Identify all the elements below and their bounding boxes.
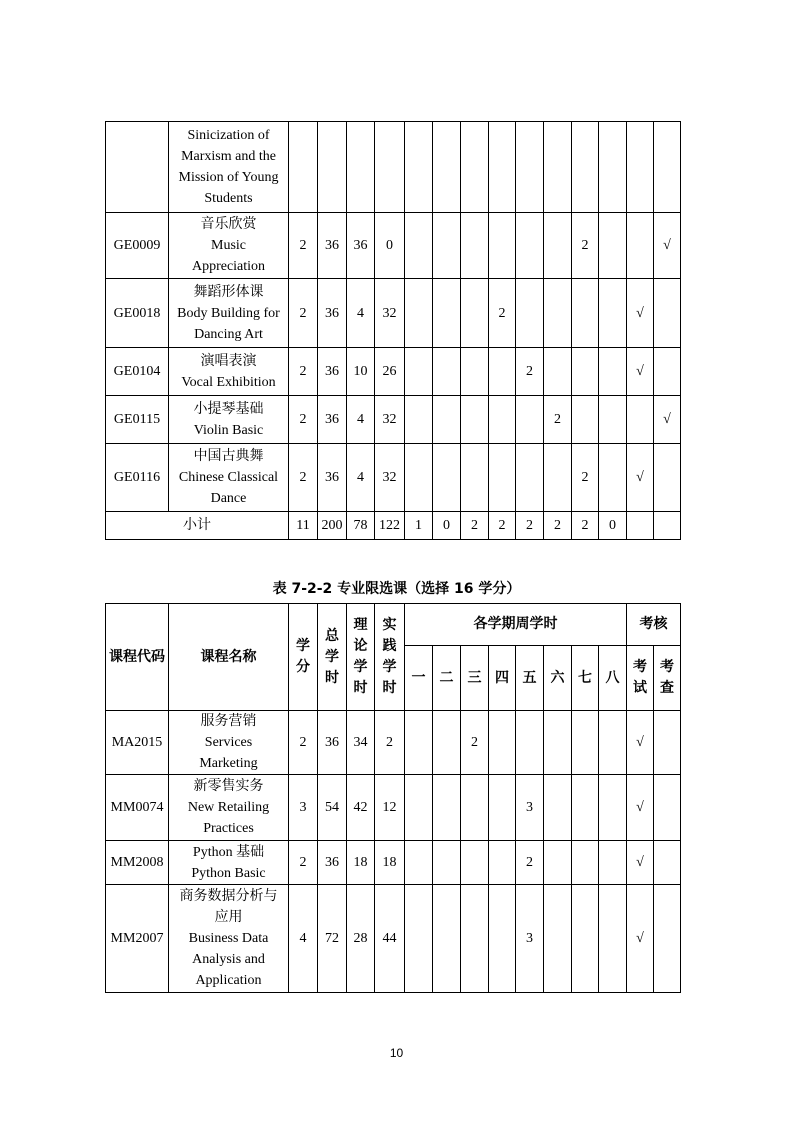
semester-1-cell [405,279,433,348]
header-char: 实 [382,617,397,633]
check-cell [654,775,681,841]
exam-cell: √ [627,444,654,512]
semester-7-cell: 2 [572,444,599,512]
check-cell [654,711,681,775]
semester-8-cell [599,213,627,279]
course-code-cell: GE0009 [106,213,169,279]
semester-7-cell [572,279,599,348]
semester-5-cell [516,444,544,512]
header-char: 试 [633,680,647,696]
course-name-line: Application [195,973,262,988]
course-name-line: New Retailing [187,800,270,815]
course-code-cell: MM2008 [106,841,169,885]
header-char: 时 [353,680,368,696]
credit-cell: 4 [289,885,318,993]
course-name-cell [169,396,289,444]
semester-5-cell [516,279,544,348]
subtotal-semester-5: 2 [516,512,544,540]
semester-5-cell: 2 [516,841,544,885]
empty-cell [433,122,461,213]
check-cell [654,885,681,993]
header-char: 学 [296,638,310,654]
total-hours-cell: 36 [318,444,347,512]
subtotal-label: 小计 [106,512,289,540]
header-char: 学 [353,659,368,675]
course-code-cell: MA2015 [106,711,169,775]
semester-5-cell: 3 [516,775,544,841]
semester-2-cell [433,885,461,993]
subtotal-semester-7: 2 [572,512,599,540]
practice-hours-cell: 32 [375,396,405,444]
table-row [106,841,681,885]
exam-cell: √ [627,279,654,348]
course-code-cell: GE0104 [106,348,169,396]
semester-6-cell [544,444,572,512]
semester-1-cell [405,444,433,512]
credit-cell: 2 [289,279,318,348]
course-name-line: 应用 [214,910,243,925]
subtotal-semester-6: 2 [544,512,572,540]
course-name-line: Body Building for [177,305,280,321]
semester-6-cell: 2 [544,396,572,444]
course-code-cell: MM0074 [106,775,169,841]
header-semester-group: 各学期周学时 [405,604,627,646]
course-name-cell [169,213,289,279]
semester-8-cell [599,885,627,993]
exam-cell: √ [627,885,654,993]
credit-cell: 3 [289,775,318,841]
subtotal-practice-hours: 122 [375,512,405,540]
credit-cell: 2 [289,711,318,775]
check-cell [654,444,681,512]
semester-3-cell [461,841,489,885]
semester-7-cell: 2 [572,213,599,279]
course-name-cell [169,444,289,512]
header-char: 时 [325,669,339,686]
course-name-line: Dancing Art [194,326,263,342]
semester-3-cell: 2 [461,711,489,775]
empty-cell [654,122,681,213]
practice-hours-cell: 0 [375,213,405,279]
theory-hours-cell: 42 [347,775,375,841]
semester-2-cell [433,396,461,444]
header-check [654,646,681,711]
semester-3-cell [461,885,489,993]
practice-hours-cell: 32 [375,279,405,348]
semester-4-cell [489,885,516,993]
semester-7-cell [572,885,599,993]
course-name-line: Music [211,238,246,253]
course-name-line: Analysis and [192,952,265,967]
course-name-line: Services [204,735,253,750]
empty-cell [461,122,489,213]
course-name-cell [169,885,289,993]
header-exam [627,646,654,711]
empty-cell [405,122,433,213]
header-total-hours [318,604,347,711]
semester-3-cell [461,279,489,348]
course-name-line: 小提琴基础 [193,401,264,417]
theory-hours-cell: 4 [347,279,375,348]
course-code-cell: GE0018 [106,279,169,348]
semester-7-cell [572,775,599,841]
course-name-cell [169,711,289,775]
semester-5-cell [516,396,544,444]
empty-cell [347,122,375,213]
exam-cell: √ [627,841,654,885]
table-row [106,396,681,444]
total-hours-cell: 72 [318,885,347,993]
header-course-name: 课程名称 [169,604,289,711]
semester-4-cell [489,841,516,885]
course-name-line: 新零售实务 [193,779,264,794]
header-char: 论 [353,638,368,654]
table-row [106,444,681,512]
credit-cell: 2 [289,841,318,885]
header-semester-2: 二 [433,646,461,711]
course-name-line: Appreciation [191,259,266,274]
course-name-line: Python Basic [191,865,266,881]
semester-8-cell [599,279,627,348]
semester-3-cell [461,396,489,444]
course-name-line: Students [204,191,253,206]
semester-6-cell [544,885,572,993]
practice-hours-cell: 32 [375,444,405,512]
course-name-line: Violin Basic [193,422,264,438]
empty-cell [627,122,654,213]
header-semester-4: 四 [489,646,516,711]
credit-cell: 2 [289,348,318,396]
practice-hours-cell: 2 [375,711,405,775]
course-name-line: Business Data [188,931,269,946]
course-name-line: Sinicization of [187,128,270,143]
course-name-line: 音乐欣赏 [200,217,257,232]
semester-6-cell [544,213,572,279]
subtotal-row [106,512,681,540]
subtotal-semester-1: 1 [405,512,433,540]
header-practice-hours [375,604,405,711]
course-name-line: 中国古典舞 [193,449,264,464]
course-name-line: 演唱表演 [200,353,257,369]
course-name-line: Practices [203,821,254,836]
theory-hours-cell: 4 [347,444,375,512]
subtotal-semester-3: 2 [461,512,489,540]
empty-cell [572,122,599,213]
course-name-line: 舞蹈形体课 [193,284,264,300]
semester-3-cell [461,775,489,841]
semester-8-cell [599,396,627,444]
semester-2-cell [433,279,461,348]
course-name-line: Dance [210,491,247,506]
table-header-row [106,604,681,646]
header-credit [289,604,318,711]
course-name-line: 服务营销 [200,714,257,729]
empty-cell [375,122,405,213]
header-char: 考 [660,659,674,675]
semester-5-cell: 3 [516,885,544,993]
semester-4-cell [489,396,516,444]
semester-4-cell [489,213,516,279]
course-code-cell: GE0116 [106,444,169,512]
semester-8-cell [599,841,627,885]
table-row [106,885,681,993]
course-code-cell: GE0115 [106,396,169,444]
header-char: 理 [353,617,368,633]
semester-5-cell [516,213,544,279]
subtotal-semester-2: 0 [433,512,461,540]
exam-cell [627,213,654,279]
semester-6-cell [544,711,572,775]
table-title: 表 7-2-2 专业限选课（选择 16 学分） [272,581,521,597]
header-semester-1: 一 [405,646,433,711]
total-hours-cell: 36 [318,213,347,279]
course-name-cell [169,348,289,396]
semester-1-cell [405,396,433,444]
semester-5-cell: 2 [516,348,544,396]
credit-cell: 2 [289,444,318,512]
header-char: 时 [382,680,397,696]
table-row [106,348,681,396]
header-char: 总 [325,627,339,644]
semester-2-cell [433,841,461,885]
semester-1-cell [405,841,433,885]
semester-1-cell [405,711,433,775]
empty-cell [489,122,516,213]
course-code-cell [106,122,169,213]
subtotal-exam [627,512,654,540]
semester-2-cell [433,775,461,841]
semester-8-cell [599,348,627,396]
semester-1-cell [405,775,433,841]
credit-cell: 2 [289,213,318,279]
empty-cell [544,122,572,213]
header-semester-8: 八 [599,646,627,711]
header-semester-3: 三 [461,646,489,711]
subtotal-check [654,512,681,540]
practice-hours-cell: 26 [375,348,405,396]
semester-4-cell [489,711,516,775]
course-name-line: Mission of Young [178,170,279,185]
table-row [106,775,681,841]
semester-2-cell [433,711,461,775]
total-hours-cell: 36 [318,711,347,775]
course-code-cell: MM2007 [106,885,169,993]
total-hours-cell: 54 [318,775,347,841]
course-name-line: Chinese Classical [178,470,279,485]
semester-2-cell [433,348,461,396]
course-name-line: Python 基础 [192,844,265,860]
empty-cell [599,122,627,213]
semester-4-cell [489,444,516,512]
semester-5-cell [516,711,544,775]
theory-hours-cell: 28 [347,885,375,993]
semester-7-cell [572,711,599,775]
header-char: 践 [382,638,397,654]
semester-1-cell [405,213,433,279]
exam-cell: √ [627,711,654,775]
course-name-line: Marketing [199,756,258,771]
major-elective-table [105,603,681,993]
theory-hours-cell: 34 [347,711,375,775]
total-hours-cell: 36 [318,396,347,444]
header-theory-hours [347,604,375,711]
exam-cell [627,396,654,444]
empty-cell [318,122,347,213]
semester-8-cell [599,444,627,512]
semester-7-cell [572,841,599,885]
header-char: 学 [382,659,397,675]
semester-4-cell: 2 [489,279,516,348]
semester-6-cell [544,348,572,396]
course-name-line: Vocal Exhibition [181,374,276,390]
theory-hours-cell: 18 [347,841,375,885]
semester-4-cell [489,775,516,841]
table-row [106,279,681,348]
semester-1-cell [405,885,433,993]
course-name-cell [169,279,289,348]
semester-6-cell [544,775,572,841]
practice-hours-cell: 12 [375,775,405,841]
table-row [106,122,681,213]
total-hours-cell: 36 [318,841,347,885]
course-name-cell [169,775,289,841]
subtotal-total-hours: 200 [318,512,347,540]
semester-3-cell [461,444,489,512]
empty-cell [289,122,318,213]
theory-hours-cell: 10 [347,348,375,396]
course-name-cell [169,122,289,213]
header-char: 分 [296,659,310,675]
theory-hours-cell: 4 [347,396,375,444]
page-number: 10 [389,1046,404,1060]
course-name-line: Marxism and the [181,149,276,164]
course-name-cell [169,841,289,885]
total-hours-cell: 36 [318,348,347,396]
table-row [106,711,681,775]
header-char: 考 [633,659,647,675]
practice-hours-cell: 18 [375,841,405,885]
semester-6-cell [544,279,572,348]
check-cell: √ [654,396,681,444]
empty-cell [516,122,544,213]
course-name-line: 商务数据分析与 [179,889,278,904]
semester-3-cell [461,348,489,396]
header-semester-5: 五 [516,646,544,711]
semester-8-cell [599,711,627,775]
header-char: 学 [325,648,339,665]
check-cell [654,348,681,396]
practice-hours-cell: 44 [375,885,405,993]
check-cell: √ [654,213,681,279]
semester-1-cell [405,348,433,396]
header-semester-7: 七 [572,646,599,711]
header-char: 查 [660,680,674,696]
semester-6-cell [544,841,572,885]
semester-4-cell [489,348,516,396]
credit-cell: 2 [289,396,318,444]
semester-2-cell [433,444,461,512]
check-cell [654,841,681,885]
general-elective-table [105,121,681,540]
semester-8-cell [599,775,627,841]
semester-2-cell [433,213,461,279]
header-assessment-group: 考核 [627,604,681,646]
semester-7-cell [572,348,599,396]
header-course-code: 课程代码 [106,604,169,711]
semester-7-cell [572,396,599,444]
theory-hours-cell: 36 [347,213,375,279]
subtotal-semester-8: 0 [599,512,627,540]
check-cell [654,279,681,348]
subtotal-semester-4: 2 [489,512,516,540]
exam-cell: √ [627,348,654,396]
table-row [106,213,681,279]
semester-3-cell [461,213,489,279]
total-hours-cell: 36 [318,279,347,348]
subtotal-credit: 11 [289,512,318,540]
subtotal-theory-hours: 78 [347,512,375,540]
header-semester-6: 六 [544,646,572,711]
exam-cell: √ [627,775,654,841]
